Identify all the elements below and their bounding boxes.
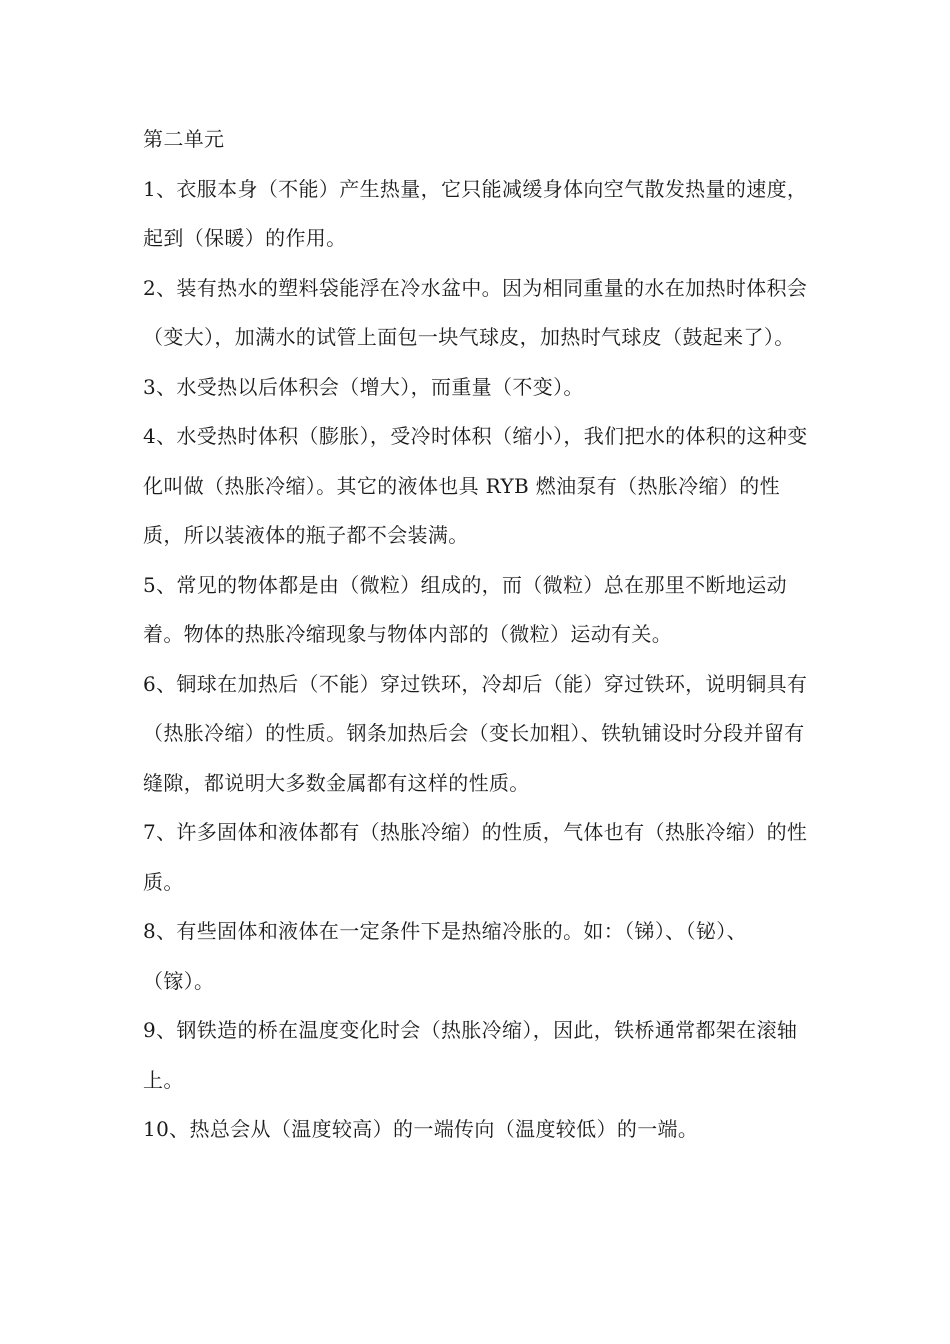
document-body [143,115,808,1155]
paragraph-item-5: 5、常见的物体都是由（微粒）组成的，而（微粒）总在那里不断地运动着。物体的热胀冷缩现象与物体内部的（微粒）运动有关。 [143,572,787,646]
paragraph-item-2: 2、装有热水的塑料袋能浮在冷水盆中。因为相同重量的水在加热时体积会（变大），加满水的试管上面包一块气球皮，加热时气球皮（鼓起来了）。 [143,275,808,349]
paragraph-item-1: 1、衣服本身（不能）产生热量，它只能减缓身体向空气散发热量的速度，起到（保暖）的作用。 [143,176,808,250]
paragraph-item-7: 7、许多固体和液体都有（热胀冷缩）的性质，气体也有（热胀冷缩）的性质。 [143,820,808,894]
paragraph-item-9: 9、钢铁造的桥在温度变化时会（热胀冷缩），因此，铁桥通常都架在滚轴上。 [143,1018,798,1092]
paragraph-item-3: 3、水受热以后体积会（增大），而重量（不变）。 [143,374,584,399]
unit-heading: 第二单元 [143,127,225,151]
paragraph-item-8: 8、有些固体和液体在一定条件下是热缩冷胀的。如：（锑）、（铋）、（镓）。 [143,919,747,993]
paragraph-item-6: 6、铜球在加热后（不能）穿过铁环，冷却后（能）穿过铁环，说明铜具有（热胀冷缩）的性质。钢条加热后会（变长加粗）、铁轨铺设时分段并留有缝隙，都说明大多数金属都有这样的性质。 [143,671,808,795]
paragraph-item-4: 4、水受热时体积（膨胀），受冷时体积（缩小），我们把水的体积的这种变化叫做（热胀冷缩）。其它的液体也具 RYB 燃油泵有（热胀冷缩）的性质，所以装液体的瓶子都不会装满。 [143,424,808,547]
paragraph-item-10: 10、热总会从（温度较高）的一端传向（温度较低）的一端。 [143,1117,699,1141]
